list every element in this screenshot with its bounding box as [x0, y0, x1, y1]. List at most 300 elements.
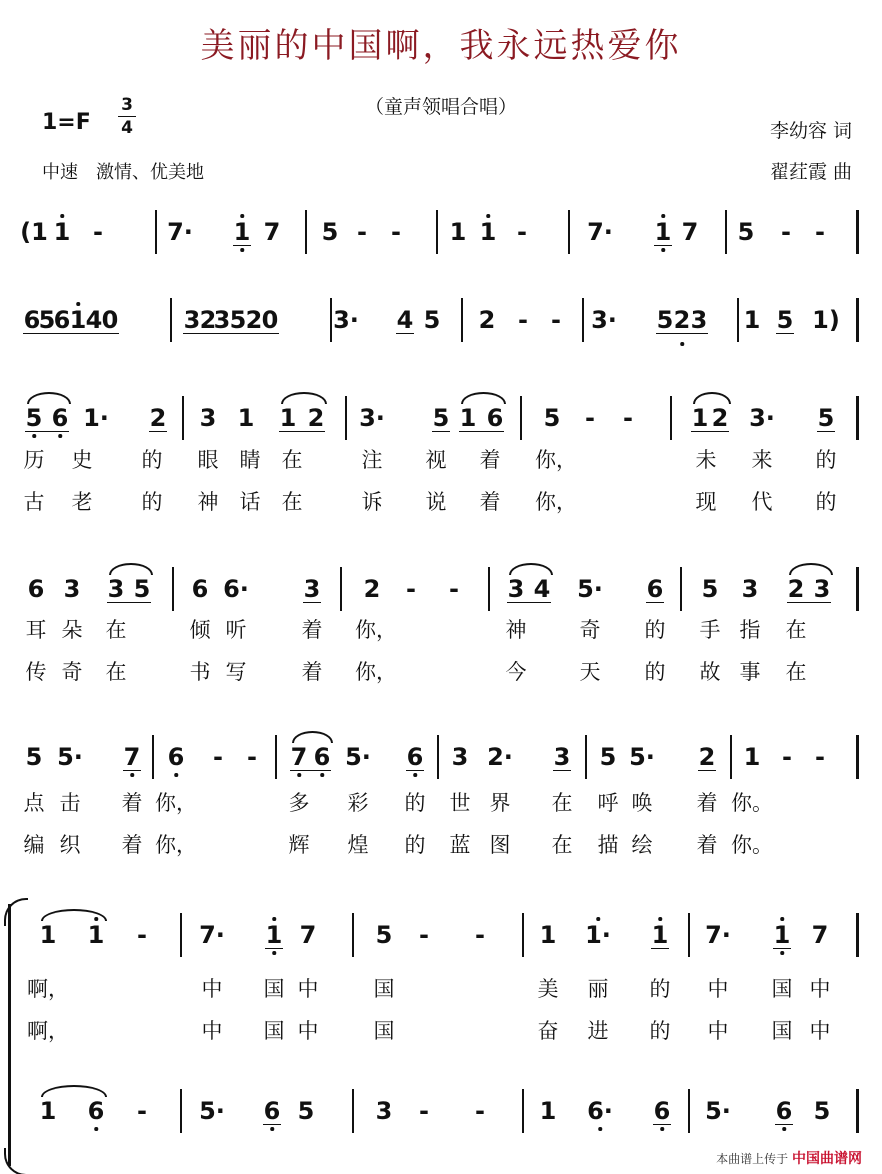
end-barline	[856, 396, 859, 440]
system-verse2	[0, 567, 882, 617]
note: 1	[39, 921, 57, 949]
note: 6·	[587, 1097, 613, 1125]
system-verse3	[0, 735, 882, 785]
note: 5·	[577, 575, 603, 603]
barline	[522, 913, 524, 957]
octave-low-dot	[598, 1127, 602, 1131]
barline	[680, 567, 682, 611]
octave-high-dot	[486, 214, 490, 218]
barline	[520, 396, 522, 440]
octave-low-dot	[272, 951, 276, 955]
lyric-syllable: 你，	[155, 833, 197, 857]
eighth-underline	[653, 1124, 671, 1125]
eighth-underline	[85, 333, 119, 334]
lyric-syllable: 描	[597, 833, 619, 857]
note: 1	[237, 404, 255, 432]
lyric-syllable: 着	[696, 833, 718, 857]
lyric-syllable: 话	[239, 490, 261, 514]
octave-low-dot	[782, 1127, 786, 1131]
lyric-syllable: 啊，	[27, 1019, 69, 1043]
brace-bottom-curl	[4, 1148, 28, 1174]
lyric-syllable: 手	[699, 618, 721, 642]
end-barline	[856, 913, 859, 957]
lyric-syllable: 的	[141, 448, 163, 472]
eighth-underline	[776, 333, 794, 334]
lyric-syllable: 你，	[535, 490, 577, 514]
lyric-syllable: 故	[699, 660, 721, 684]
lyric-syllable: 国	[373, 1019, 395, 1043]
octave-low-dot	[270, 1127, 274, 1131]
barline	[275, 735, 277, 779]
eighth-underline	[654, 245, 672, 246]
song-subtitle: （童声领唱合唱）	[364, 96, 517, 118]
lyric-syllable: 古	[23, 490, 45, 514]
barline	[352, 913, 354, 957]
eighth-underline	[279, 431, 325, 432]
end-barline	[856, 210, 859, 254]
note: 1	[654, 218, 672, 246]
lyric-syllable: 奇	[61, 660, 83, 684]
octave-low-dot	[94, 1127, 98, 1131]
note: 5·	[705, 1097, 731, 1125]
note: 1	[87, 921, 105, 949]
eighth-underline	[553, 770, 571, 771]
lyric-syllable: 着	[301, 660, 323, 684]
barline	[730, 735, 732, 779]
note: 7·	[587, 218, 613, 246]
note: 7	[299, 921, 317, 949]
lyric-syllable: 织	[59, 833, 81, 857]
lyric-syllable: 辉	[288, 833, 310, 857]
tempo-marking: 中速 激情、优美地	[42, 162, 204, 183]
note: 3	[451, 743, 469, 771]
lyric-syllable: 你，	[535, 448, 577, 472]
note: 6	[23, 306, 41, 334]
eighth-underline	[459, 431, 504, 432]
note: 6	[653, 1097, 671, 1125]
slur	[109, 563, 153, 575]
eighth-underline	[646, 602, 664, 603]
note: 6	[775, 1097, 793, 1125]
end-barline	[856, 567, 859, 611]
note: 1	[479, 218, 497, 246]
watermark	[716, 1148, 862, 1168]
note: 2	[245, 306, 263, 334]
note: -	[93, 218, 103, 246]
note: 6	[53, 306, 71, 334]
lyric-line-c1	[0, 973, 882, 1003]
lyric-syllable: 写	[225, 660, 247, 684]
eighth-underline	[213, 333, 247, 334]
lyric-syllable: 在	[105, 618, 127, 642]
note: 5	[38, 306, 56, 334]
note: 3·	[591, 306, 617, 334]
slur	[461, 392, 506, 404]
lyric-syllable: 中	[201, 977, 223, 1001]
octave-high-dot	[76, 302, 80, 306]
watermark-prefix: 本曲谱上传于	[716, 1152, 789, 1166]
lyric-syllable: 来	[751, 448, 773, 472]
note: 3	[63, 575, 81, 603]
eighth-underline	[53, 333, 87, 334]
note: 4	[396, 306, 414, 334]
note: -	[782, 743, 792, 771]
octave-low-dot	[680, 342, 684, 346]
lyric-syllable: 点	[23, 791, 45, 815]
lyric-syllable: 着	[696, 791, 718, 815]
lyric-syllable: 唤	[631, 791, 653, 815]
lyric-syllable: 中	[809, 1019, 831, 1043]
note: 1	[459, 404, 477, 432]
lyric-syllable: 在	[281, 490, 303, 514]
lyric-syllable: 事	[739, 660, 761, 684]
octave-low-dot	[240, 248, 244, 252]
barline	[488, 567, 490, 611]
note: -	[213, 743, 223, 771]
lyric-syllable: 的	[649, 977, 671, 1001]
eighth-underline	[23, 333, 56, 334]
lyric-syllable: 你。	[731, 791, 773, 815]
lyric-syllable: 在	[551, 791, 573, 815]
lyric-syllable: 史	[71, 448, 93, 472]
note: 2	[698, 743, 716, 771]
lyric-syllable: 神	[505, 618, 527, 642]
note: 7·	[167, 218, 193, 246]
lyric-syllable: 进	[587, 1019, 609, 1043]
octave-high-dot	[661, 214, 665, 218]
note: 0	[101, 306, 119, 334]
lyric-syllable: 多	[288, 791, 310, 815]
note: 6	[486, 404, 504, 432]
octave-low-dot	[413, 773, 417, 777]
note: 5	[297, 1097, 315, 1125]
note: 5	[133, 575, 151, 603]
octave-high-dot	[272, 917, 276, 921]
note: 3·	[359, 404, 385, 432]
note: 6	[191, 575, 209, 603]
eighth-underline	[290, 770, 331, 771]
note: -	[585, 404, 595, 432]
eighth-underline	[263, 1124, 281, 1125]
lyric-syllable: 蓝	[449, 833, 471, 857]
note: 2	[478, 306, 496, 334]
barline	[737, 298, 739, 342]
barline	[180, 913, 182, 957]
lyric-syllable: 着	[121, 791, 143, 815]
note: -	[781, 218, 791, 246]
slur	[693, 392, 731, 404]
barline	[437, 735, 439, 779]
lyric-syllable: 在	[785, 660, 807, 684]
eighth-underline	[406, 770, 424, 771]
composer-credit: 翟荭霞 曲	[769, 161, 852, 183]
note: 7	[123, 743, 141, 771]
note: -	[815, 218, 825, 246]
lyric-syllable: 听	[225, 618, 247, 642]
slur	[292, 731, 333, 743]
lyric-syllable: 奇	[579, 618, 601, 642]
note: -	[357, 218, 367, 246]
eighth-underline	[107, 602, 151, 603]
lyric-syllable: 历	[23, 448, 45, 472]
lyric-syllable: 着	[301, 618, 323, 642]
end-barline	[856, 298, 859, 342]
note: 1	[53, 218, 71, 246]
lyric-syllable: 击	[59, 791, 81, 815]
lyric-syllable: 指	[739, 618, 761, 642]
octave-high-dot	[60, 214, 64, 218]
barline	[172, 567, 174, 611]
lyric-syllable: 呼	[597, 791, 619, 815]
note: 1	[39, 1097, 57, 1125]
note: 5·	[57, 743, 83, 771]
barline	[352, 1089, 354, 1133]
octave-high-dot	[240, 214, 244, 218]
note: 1	[691, 404, 709, 432]
note: 6	[646, 575, 664, 603]
note: 0	[261, 306, 279, 334]
note: -	[247, 743, 257, 771]
note: -	[623, 404, 633, 432]
lyric-syllable: 中	[297, 977, 319, 1001]
barline	[522, 1089, 524, 1133]
note: 3	[303, 575, 321, 603]
lyric-line-v2a	[0, 614, 882, 644]
lyric-syllable: 神	[197, 490, 219, 514]
eighth-underline	[656, 333, 674, 334]
system-intro1	[0, 210, 882, 260]
lyric-syllable: 你，	[155, 791, 197, 815]
note: 5	[229, 306, 247, 334]
octave-low-dot	[174, 773, 178, 777]
note: 2	[149, 404, 167, 432]
lyric-syllable: 代	[751, 490, 773, 514]
note: 3	[553, 743, 571, 771]
lyric-line-v3b	[0, 829, 882, 859]
eighth-underline	[507, 602, 551, 603]
octave-low-dot	[780, 951, 784, 955]
slur	[509, 563, 553, 575]
note: 2	[711, 404, 729, 432]
lyric-syllable: 你，	[355, 660, 397, 684]
lyric-syllable: 未	[695, 448, 717, 472]
barline	[340, 567, 342, 611]
note: 2·	[487, 743, 513, 771]
barline	[688, 1089, 690, 1133]
eighth-underline	[245, 333, 279, 334]
octave-low-dot	[32, 434, 36, 438]
octave-low-dot	[58, 434, 62, 438]
note: 5	[375, 921, 393, 949]
lyric-syllable: 眼	[197, 448, 219, 472]
note: 1	[539, 921, 557, 949]
note: -	[391, 218, 401, 246]
time-signature-top: 3	[121, 95, 133, 115]
note: 4	[85, 306, 103, 334]
note: 5	[656, 306, 674, 334]
lyric-syllable: 视	[425, 448, 447, 472]
note: 1	[651, 921, 669, 949]
barline	[725, 210, 727, 254]
note: -	[475, 1097, 485, 1125]
end-barline	[856, 735, 859, 779]
note: 5	[817, 404, 835, 432]
slur	[281, 392, 327, 404]
lyric-syllable: 着	[479, 448, 501, 472]
note: -	[475, 921, 485, 949]
note: -	[551, 306, 561, 334]
eighth-underline	[698, 770, 716, 771]
note: 1	[449, 218, 467, 246]
system-intro2	[0, 298, 882, 348]
note: 1·	[83, 404, 109, 432]
eighth-underline	[265, 948, 283, 949]
note: 7	[811, 921, 829, 949]
note: -	[137, 921, 147, 949]
note: 3	[199, 404, 217, 432]
system-chorus_lower	[0, 1089, 882, 1139]
note: 5	[737, 218, 755, 246]
eighth-underline	[25, 431, 69, 432]
slur	[27, 392, 71, 404]
note: 6	[263, 1097, 281, 1125]
note: 3	[375, 1097, 393, 1125]
note: -	[406, 575, 416, 603]
key-signature: 1=F	[42, 110, 91, 135]
lyric-syllable: 的	[649, 1019, 671, 1043]
lyric-syllable: 中	[809, 977, 831, 1001]
system-verse1	[0, 396, 882, 446]
end-barline	[856, 1089, 859, 1133]
octave-low-dot	[661, 248, 665, 252]
lyric-syllable: 现	[695, 490, 717, 514]
barline	[305, 210, 307, 254]
lyric-syllable: 中	[707, 977, 729, 1001]
barline	[155, 210, 157, 254]
note: 5	[543, 404, 561, 432]
lyric-syllable: 朵	[61, 618, 83, 642]
lyric-syllable: 世	[449, 791, 471, 815]
note: 3·	[333, 306, 359, 334]
octave-high-dot	[780, 917, 784, 921]
note: 7	[681, 218, 699, 246]
lyric-line-v1a	[0, 444, 882, 474]
lyric-syllable: 天	[579, 660, 601, 684]
lyric-syllable: 你。	[731, 833, 773, 857]
note: 3	[107, 575, 125, 603]
lyric-syllable: 耳	[25, 618, 47, 642]
slur	[789, 563, 833, 575]
note: -	[518, 306, 528, 334]
lyric-syllable: 的	[815, 490, 837, 514]
barline	[170, 298, 172, 342]
octave-low-dot	[660, 1127, 664, 1131]
lyric-syllable: 说	[425, 490, 447, 514]
note: 5	[701, 575, 719, 603]
lyric-syllable: 丽	[587, 977, 609, 1001]
lyric-syllable: 国	[771, 1019, 793, 1043]
note: 6	[167, 743, 185, 771]
system-chorus_upper	[0, 913, 882, 963]
lyric-syllable: 睛	[239, 448, 261, 472]
lyric-syllable: 国	[263, 977, 285, 1001]
barline	[152, 735, 154, 779]
lyric-syllable: 着	[479, 490, 501, 514]
note: (1	[20, 218, 48, 246]
note: 1	[539, 1097, 557, 1125]
eighth-underline	[123, 770, 141, 771]
note: 5·	[199, 1097, 225, 1125]
lyric-syllable: 书	[189, 660, 211, 684]
note: 1	[279, 404, 297, 432]
time-signature-bottom: 4	[121, 118, 133, 138]
lyric-syllable: 编	[23, 833, 45, 857]
lyric-syllable: 国	[771, 977, 793, 1001]
barline	[568, 210, 570, 254]
note: -	[815, 743, 825, 771]
note: 2	[199, 306, 217, 334]
eighth-underline	[787, 602, 831, 603]
note: 5	[599, 743, 617, 771]
octave-low-dot	[320, 773, 324, 777]
lyric-syllable: 的	[141, 490, 163, 514]
lyric-syllable: 奋	[537, 1019, 559, 1043]
eighth-underline	[775, 1124, 793, 1125]
lyric-syllable: 国	[263, 1019, 285, 1043]
barline	[461, 298, 463, 342]
lyric-syllable: 的	[644, 618, 666, 642]
lyric-syllable: 老	[71, 490, 93, 514]
eighth-underline	[673, 333, 708, 334]
note: 6	[87, 1097, 105, 1125]
note: 3	[507, 575, 525, 603]
lyric-syllable: 在	[105, 660, 127, 684]
lyric-syllable: 啊，	[27, 977, 69, 1001]
octave-high-dot	[658, 917, 662, 921]
lyric-line-v3a	[0, 787, 882, 817]
lyric-line-c2	[0, 1015, 882, 1045]
note: 5	[25, 404, 43, 432]
note: -	[137, 1097, 147, 1125]
eighth-underline	[432, 431, 450, 432]
lyric-syllable: 图	[489, 833, 511, 857]
song-title: 美丽的中国啊，我永远热爱你	[200, 26, 682, 66]
slur	[41, 1085, 107, 1097]
eighth-underline	[651, 948, 669, 949]
note: 4	[533, 575, 551, 603]
lyric-syllable: 中	[707, 1019, 729, 1043]
barline	[330, 298, 332, 342]
note: 3	[741, 575, 759, 603]
note: 6	[27, 575, 45, 603]
lyric-syllable: 在	[551, 833, 573, 857]
note: 3·	[749, 404, 775, 432]
note: 1	[69, 306, 87, 334]
note: 1	[743, 743, 761, 771]
lyric-syllable: 在	[281, 448, 303, 472]
note: -	[419, 921, 429, 949]
note: 7·	[705, 921, 731, 949]
eighth-underline	[773, 948, 791, 949]
note: 1	[743, 306, 761, 334]
lyric-syllable: 在	[785, 618, 807, 642]
note: 6	[313, 743, 331, 771]
note: 5	[776, 306, 794, 334]
lyric-line-v1b	[0, 486, 882, 516]
note: 3	[213, 306, 231, 334]
octave-high-dot	[596, 917, 600, 921]
note: 5	[25, 743, 43, 771]
